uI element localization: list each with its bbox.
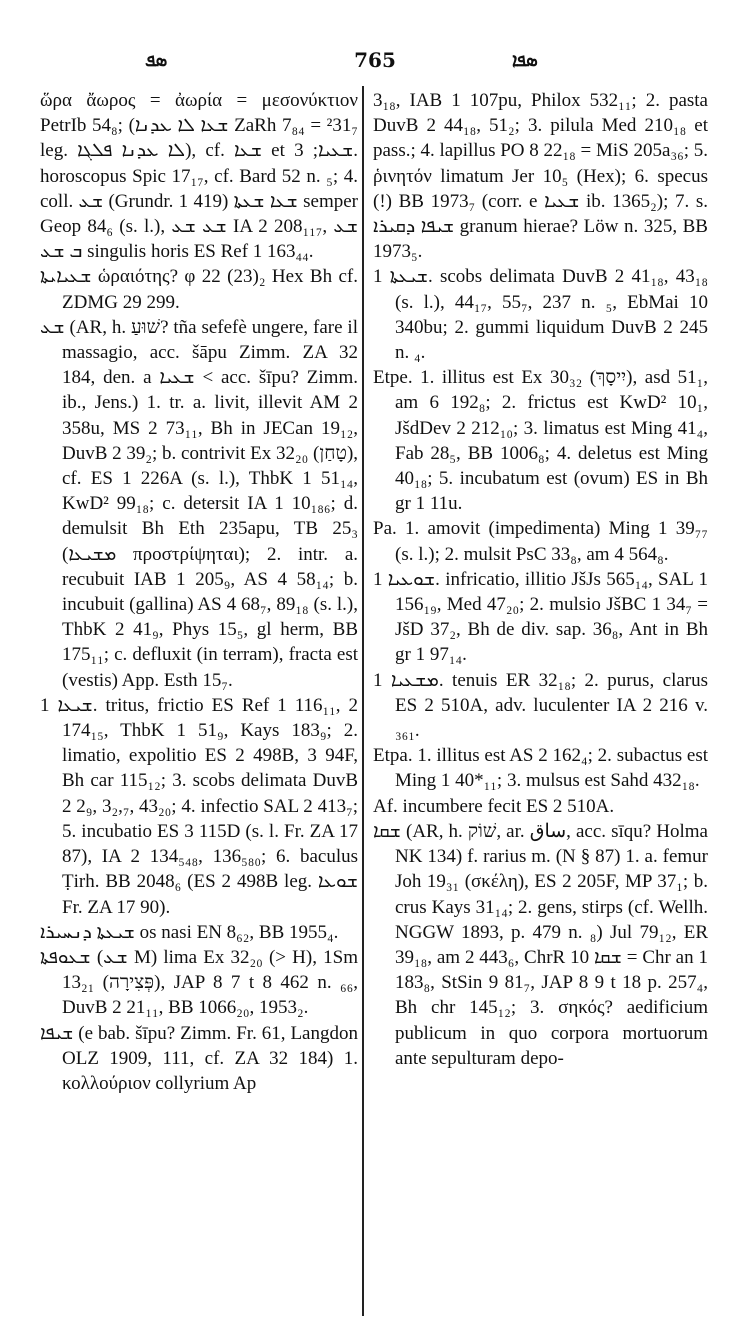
entry: ܫܝܦܐ (e bab. šīpu? Zimm. Fr. 61, Langdon OLZ 1909, 111, cf. ZA 32 184) 1. κολλούριον collyrium Ap — [40, 1022, 358, 1094]
entry: ܫܥܘܦܬܐ (ܫܥ M) lima Ex 32₂₀ (> H), 1Sm 13₂₁ (פְּצִירָה), JAP 8 7 t 8 462 n. ₆₆, DuvB 2 21₁₁, BB 1066₂₀, 1953₂. — [40, 946, 358, 1019]
entry-continuation: ὥρα ἄωρος = ἀωρία = μεσονύκτιον PetrIb 54₈; (ܫܥܐ ܠܐ ܥܕܢܐ ZaRh 7₈₄ = ²31₇ leg. ܠܐ ܥܕܢܐ ܦܠܓܐ), cf. ܫܥܐ et ܫܥܝܐ; 3. horoscopus Spic 17₁₇, cf. Bard 52 n. ₅; 4. coll. ܫܥ (Grundr. 1 419) ܫܥܐ ܫܥܬܐ semper Geop 84₆ (s. l.), ܫܥ ܫܥ IA 2 208₁₁₇, ܫܥ ܒ ܫܥ singulis horis ES Ref 1 163₄₄. — [40, 90, 359, 263]
left-column — [40, 88, 358, 1096]
entry: Etpa. 1. illitus est AS 2 162₄; 2. subactus est Ming 1 40*₁₁; 3. mulsus est Sahd 432₁₈. — [373, 745, 708, 792]
entry: ܡܫܥܝܐ 1. tenuis ER 32₁₈; 2. purus, clarus ES 2 510A, adv. luculenter IA 2 216 v. ₃₆₁. — [373, 669, 709, 742]
entry: ܫܥܝܐܝܬܐ ὡραιότης? φ 22 (23)₂ Hex Bh cf. ZDMG 29 299. — [40, 266, 358, 313]
header-right-syriac: ܣܦܐ — [512, 50, 538, 71]
column-divider — [362, 86, 364, 1316]
entry: Af. incumbere fecit ES 2 510A. — [373, 795, 615, 817]
page-number: 765 — [354, 48, 396, 72]
entry: ܫܝܥܐ 1. tritus, frictio ES Ref 1 116₁₁, 2 174₁₅, ThbK 1 51₉, Kays 183₉; 2. limatio, expolitio ES 2 498B, 3 94F, Bh car 115₁₂; 3. scobs delimata DuvB 2 2₉, 3₂,₇, 43₂₀; 4. infectio SAL 2 413₇; 5. incubatio ES 3 115D (s. l. Fr. ZA 17 87), IA 2 134₅₄₈, 136₅₈₀; 6. baculus Ṭirh. BB 2048₆ (ES 2 498B leg. ܫܘܥܐ Fr. ZA 17 90). — [40, 694, 358, 918]
header-left-syriac: ܣܦ — [145, 50, 168, 71]
entry: Pa. 1. amovit (impedimenta) Ming 1 39₇₇ (s. l.); 2. mulsit PsC 33₈, am 4 564₈. — [373, 518, 708, 565]
entry: Etpe. 1. illitus est Ex 30₃₂ (יִיסָךְ), asd 51₁, am 6 192₈; 2. frictus est KwD² 10₁, JšdDev 2 212₁₀; 3. limatus est Ming 41₄, Fab 28₅, BB 1006₈; 4. deletus est Ming 40₁₈; 5. incubatum est (ovum) ES in Bh gr 1 11u. — [373, 367, 708, 515]
entry: ܫܝܥܬܐ ܕܢܚܝܪܐ os nasi EN 8₆₂, BB 1955₄. — [40, 921, 339, 943]
entry: ܫܩܐ (AR, h. שׁוֹק, ar. ساق, acc. sīqu? Holma NK 134) f. rarius m. (N § 87) 1. a. femur Joh 19₃₁ (σκέλη), ES 2 205F, MP 37₁; b. crus Kays 31₁₄; 2. gens, stirps (cf. Wellh. NGGW 1893, p. 479 n. ₈) Jul 79₁₂, ER 39₁₈, am 2 443₆, ChrR ܫܩܐ 10 = Chr an 1 183₈, StSin 9 81₇, JAP 8 9 t 18 p. 257₄, Bh chr 145₁₂; 3. σηκός? aedificium publicum in quo corpora mortuorum ante sepulturam depo- — [373, 820, 708, 1069]
entry: ܫܝܥܬܐ 1. scobs delimata DuvB 2 41₁₈, 43₁₈ (s. l.), 44₁₇, 55₇, 237 n. ₅, EbMai 10 340bu; 2. gummi liquidum DuvB 2 245 n. ₄. — [373, 266, 708, 364]
entry: ܫܥ (AR, h. שׁוּעַ? tña sefefè ungere, fare il massagio, acc. šāpu Zimm. ZA 32 184, den. a ܫܥܝܐ < acc. šīpu? Zimm. ib., Jens.) 1. tr. a. livit, illevit AM 2 358u, MS 2 73₁₁, Bh in JECan 19₁₂, DuvB 2 39₂; b. contrivit Ex 32₂₀ (טָחַן), cf. ES 1 226A (s. l.), ThbK 1 51₁₄, KwD² 99₁₈; c. detersit IA 1 10₁₈₆; d. demulsit Bh Eth 235apu, TB 25₃ (ܡܫܝܥܐ προστρίψηται); 2. intr. a. recubuit IAB 1 205₉, AS 4 58₁₄; b. incubuit (gallina) AS 4 68₇, 89₁₈ (s. l.), ThbK 2 41₉, Phys 15₅, gl herm, BB 175₁₁; c. defluxit (in terram), fracta est (vestis) App. Esth 15₇. — [40, 316, 359, 691]
entry: ܫܘܥܝܐ 1. infricatio, illitio JšJs 565₁₄, SAL 1 156₁₉, Med 47₂₀; 2. mulsio JšBC 1 34₇ = JšD 37₂, Bh de div. sap. 36₈, Ant in Bh gr 1 97₁₄. — [373, 568, 708, 666]
entry-continuation: 3₁₈, IAB 1 107pu, Philox 532₁₁; 2. pasta DuvB 2 44₁₈, 51₂; 3. pilula Med 210₁₈ et pass.; 4. lapillus PO 8 22₁₈ = MiS 205a₃₆; 5. ῥινητόν limatum Jer 10₅ (Hex); 6. specus (!) BB 1973₇ (corr. e ܫܥܝܐ ib. 1365₂); 7. s. ܫܝܦܐ ܕܩܝܪܐ granum hierae? Löw n. 325, BB 1973₅. — [373, 90, 708, 263]
page-header — [0, 46, 750, 76]
right-column — [373, 88, 708, 1071]
